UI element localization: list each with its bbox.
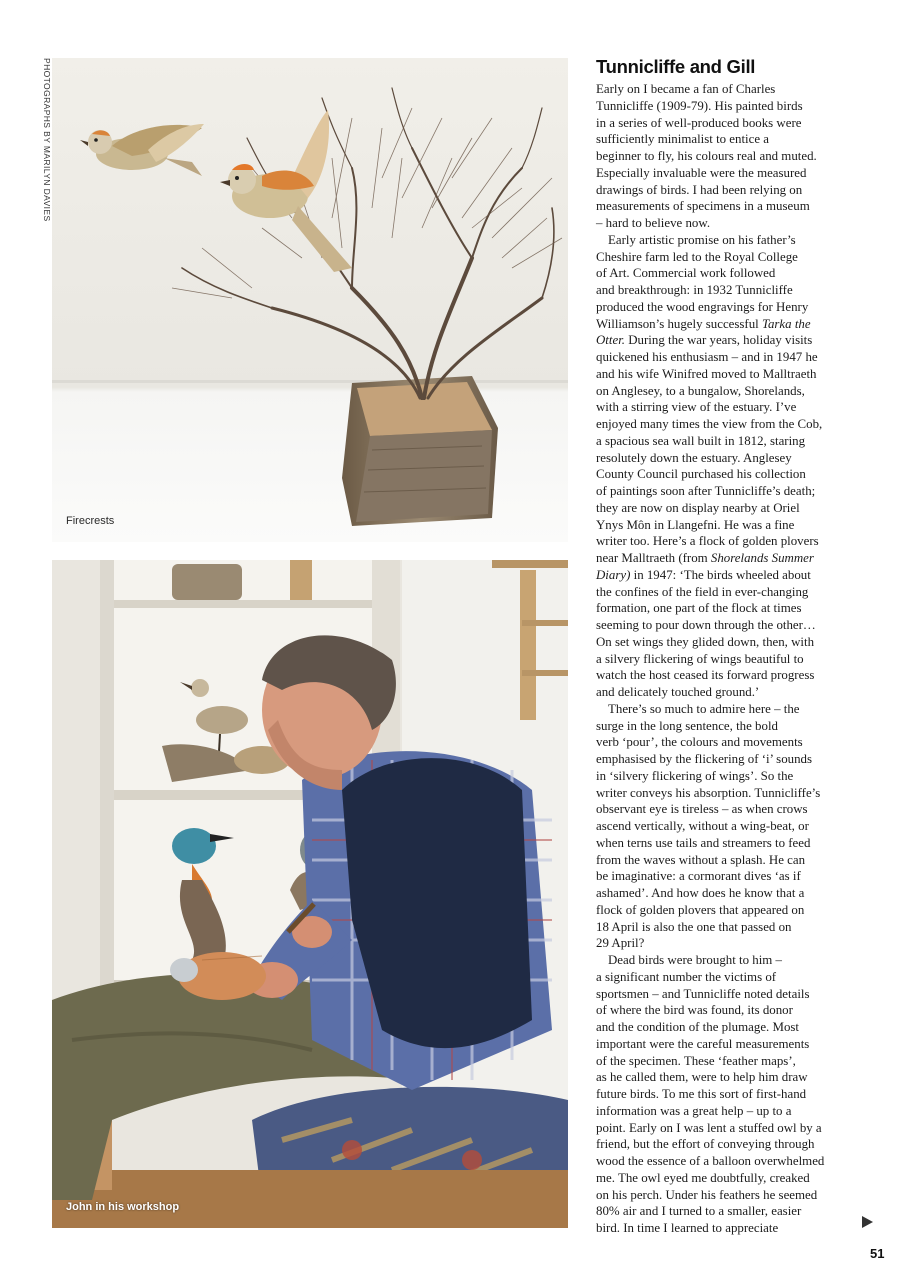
text-line: on his perch. Under his feathers he seemed (596, 1187, 818, 1202)
text-line: Cheshire farm led to the Royal College (596, 249, 798, 264)
text-line: Ynys Môn in Llangefni. He was a fine (596, 517, 795, 532)
text-line: as he called them, were to help him draw (596, 1070, 808, 1085)
text-line: observant eye is tireless – as when crows (596, 802, 808, 817)
text-line: in a series of well-produced books were (596, 115, 802, 130)
text-line: resolutely down the estuary. Anglesey (596, 450, 792, 465)
text-line: Early artistic promise on his father’s (608, 232, 796, 247)
text-line: County Council purchased his collection (596, 467, 806, 482)
text-line: produced the wood engravings for Henry (596, 299, 809, 314)
photo-credit: PHOTOGRAPHS BY MARILYN DAVIES (42, 58, 52, 222)
text-line: information was a great help – up to a (596, 1103, 792, 1118)
text-line: On set wings they glided down, then, with (596, 634, 815, 649)
text-line: seeming to pour down through the other… (596, 618, 816, 632)
text-line: be imaginative: a cormorant dives ‘as if (596, 869, 801, 884)
text-line: measurements of specimens in a museum (596, 199, 810, 214)
text-line: sportsmen – and Tunnicliffe noted details (596, 986, 810, 1001)
text-line: they are now on display nearby at Oriel (596, 500, 800, 515)
text-line: writer too. Here’s a flock of golden plovers (596, 534, 819, 549)
text-line: and breakthrough: in 1932 Tunnicliffe (596, 283, 793, 297)
text-line: drawings of birds. I had been relying on (596, 182, 803, 197)
continue-arrow-icon (862, 1216, 873, 1228)
text-line: point. Early on I was lent a stuffed owl by a (596, 1120, 822, 1135)
text-line: Dead birds were brought to him – (608, 953, 782, 967)
text-line: ashamed’. And how does he know that a (596, 886, 805, 900)
text-line: important were the careful measurements (596, 1036, 810, 1051)
text-segment: in 1947: ‘The birds wheeled about (633, 567, 811, 582)
text-line: a significant number the victims of (596, 969, 777, 984)
text-line (596, 567, 864, 584)
article-body (596, 81, 864, 1237)
text-line: on Anglesey, to a bungalow, Shorelands, (596, 383, 805, 398)
text-line: a silvery flickering of wings beautiful to (596, 651, 804, 666)
text-line: Especially invaluable were the measured (596, 165, 807, 180)
text-line: me. The owl eyed me doubtfully, creaked (596, 1170, 810, 1185)
page-number: 51 (870, 1246, 885, 1261)
text-line: There’s so much to admire here – the (608, 701, 800, 716)
firecrests-photo (52, 58, 568, 542)
text-line: and delicately touched ground.’ (596, 685, 760, 699)
text-line: of paintings soon after Tunnicliffe’s death; (596, 484, 816, 498)
text-line: of Art. Commercial work followed (596, 266, 776, 281)
text-line: 80% air and I turned to a smaller, easier (596, 1204, 802, 1219)
text-line: ascend vertically, without a wing-beat, or (596, 819, 809, 833)
text-line (596, 332, 864, 349)
text-line: Tunnicliffe (1909-79). His painted birds (596, 98, 803, 113)
text-line: flock of golden plovers that appeared on (596, 902, 805, 917)
book-title: Otter. (596, 333, 626, 348)
text-line: and his wife Winifred moved to Malltraeth (596, 366, 817, 381)
text-line: in ‘silvery flickering of wings’. So the (596, 768, 794, 783)
text-line: of the specimen. These ‘feather maps’, (596, 1053, 796, 1068)
text-line: future birds. To me this sort of first-hand (596, 1087, 807, 1101)
workshop-photo (52, 560, 568, 1228)
article (596, 56, 864, 1237)
text-line: watch the host ceased its forward progress (596, 668, 815, 683)
text-line: 29 April? (596, 936, 645, 951)
text-line: writer conveys his absorption. Tunnicliffe’s (596, 785, 821, 800)
text-line (596, 550, 864, 567)
text-line: friend, but the effort of conveying through (596, 1137, 815, 1152)
text-line: wood the essence of a balloon overwhelmed (596, 1154, 825, 1168)
article-headline: Tunnicliffe and Gill (596, 56, 756, 77)
text-line: from the waves without a splash. He can (596, 852, 806, 867)
text-segment: Williamson’s hugely successful (596, 316, 759, 331)
text-line: formation, one part of the flock at times (596, 601, 802, 616)
text-line: the confines of the field in ever-changing (596, 584, 809, 599)
book-title: Tarka the (761, 316, 811, 331)
text-line: a spacious sea wall built in 1812, staring (596, 433, 806, 448)
text-line: Early on I became a fan of Charles (596, 82, 776, 96)
text-line: of where the bird was found, its donor (596, 1003, 793, 1018)
text-line: beginner to fly, his colours real and muted. (596, 149, 817, 163)
caption-workshop: John in his workshop (66, 1201, 180, 1213)
text-line: verb ‘pour’, the colours and movements (596, 735, 803, 750)
caption-firecrests: Firecrests (66, 515, 115, 527)
text-line: – hard to believe now. (596, 216, 711, 230)
text-line: when terns use tails and streamers to feed (596, 835, 811, 850)
text-line: quickened his enthusiasm – and in 1947 he (596, 350, 818, 364)
text-line (596, 316, 864, 333)
text-segment: During the war years, holiday visits (628, 333, 813, 348)
text-line: sufficiently minimalist to entice a (596, 132, 770, 147)
text-segment: near Malltraeth (from (596, 551, 708, 565)
text-line: and the condition of the plumage. Most (596, 1020, 799, 1034)
text-line: bird. In time I learned to appreciate (596, 1221, 779, 1235)
text-line: surge in the long sentence, the bold (596, 718, 778, 733)
text-line: with a stirring view of the estuary. I’ve (596, 400, 797, 415)
book-title: Shorelands Summer (710, 551, 814, 565)
text-line: enjoyed many times the view from the Cob, (596, 417, 823, 431)
text-line: emphasised by the flickering of ‘i’ sounds (596, 752, 812, 766)
text-line: 18 April is also the one that passed on (596, 919, 792, 934)
book-title: Diary) (596, 567, 631, 582)
